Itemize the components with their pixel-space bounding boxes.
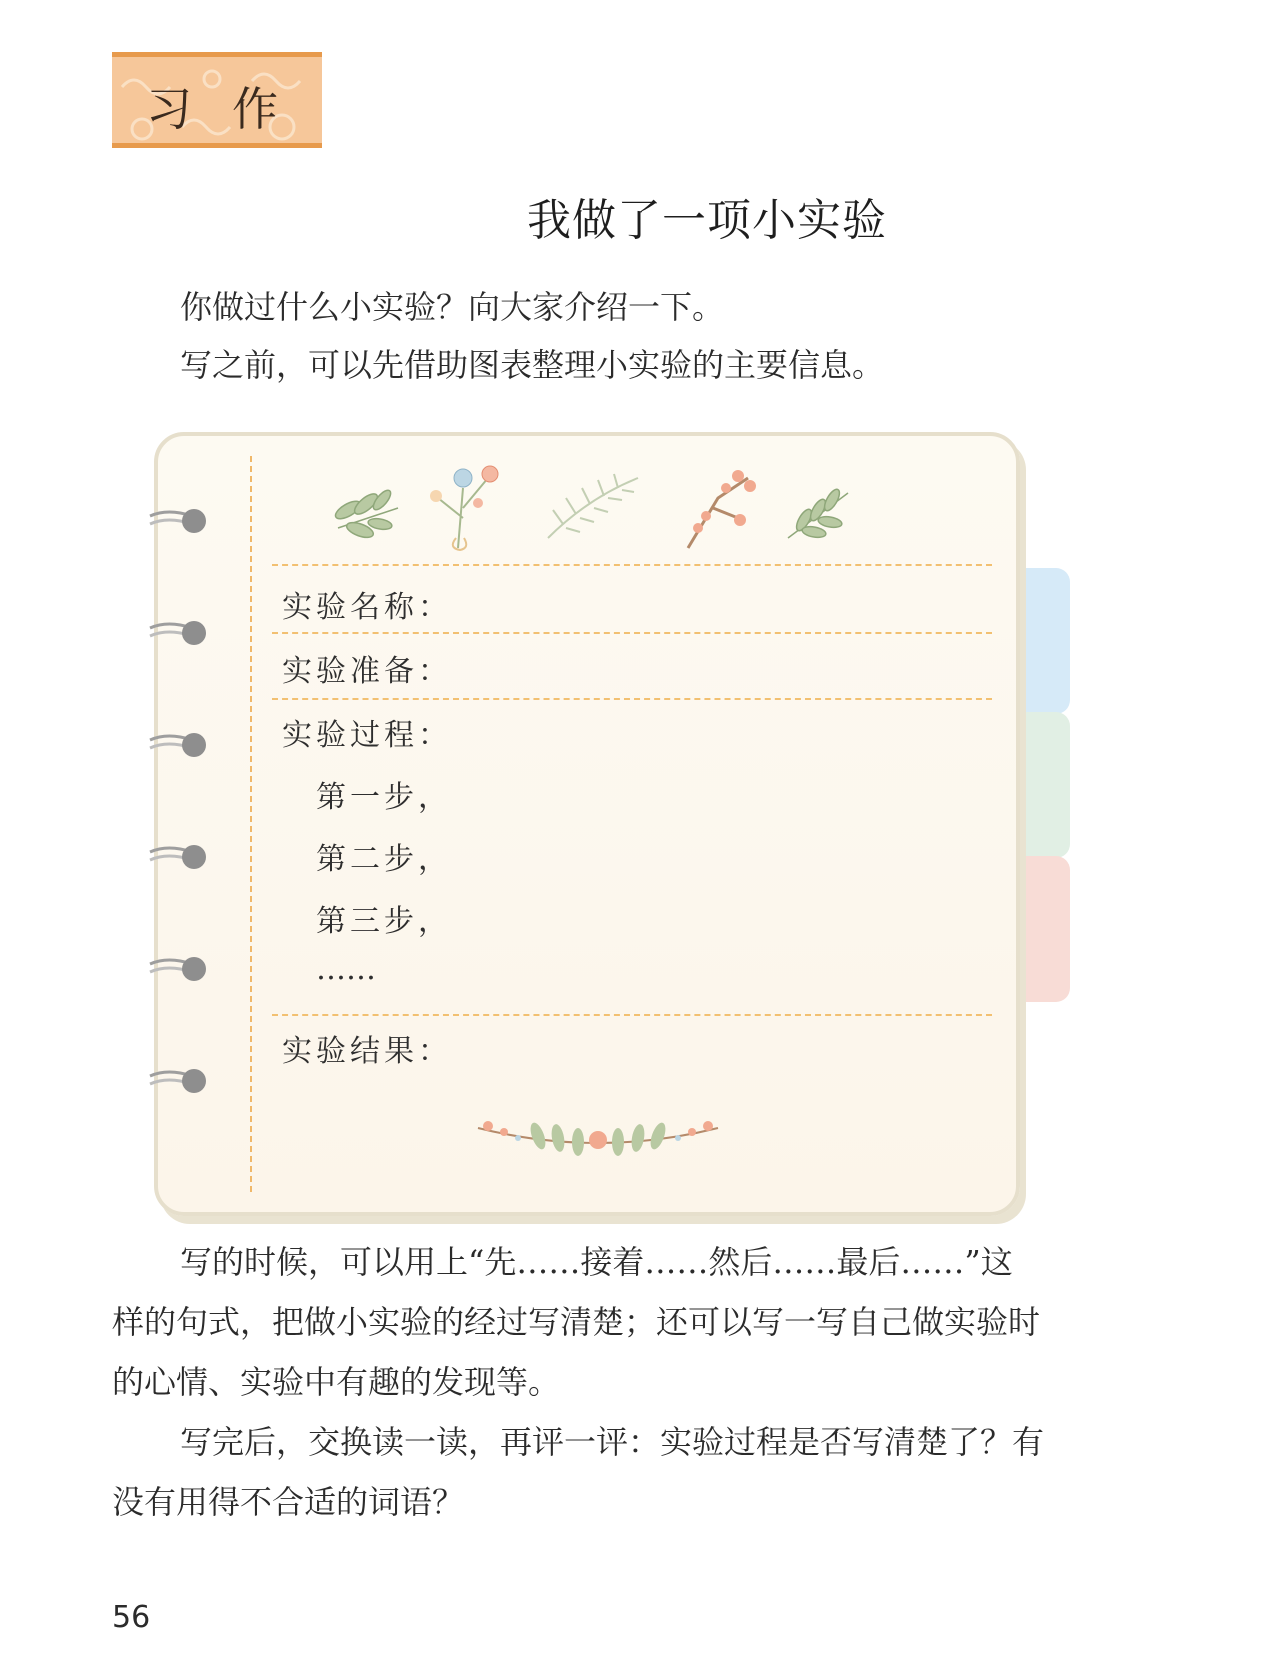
experiment-prep-label: 实验准备：	[282, 654, 452, 689]
binder-ring-icon	[148, 616, 208, 650]
para1-line3: 的心情、实验中有趣的发现等。	[112, 1363, 561, 1401]
section-badge-label: 习作	[146, 82, 318, 136]
binder-ring-icon	[148, 952, 208, 986]
plant-decorations	[318, 448, 858, 558]
notebook-tab-pink	[1012, 856, 1070, 1002]
leaf-sprig-icon	[788, 487, 848, 539]
binder-ring-icon	[148, 1064, 208, 1098]
intro-line-1: 你做过什么小实验？向大家介绍一下。	[180, 288, 725, 326]
intro-line-2: 写之前，可以先借助图表整理小实验的主要信息。	[180, 346, 885, 384]
divider-line	[272, 564, 992, 566]
step-ellipsis: ……	[316, 952, 376, 987]
notebook-tab-green	[1012, 712, 1070, 858]
binder-ring-icon	[148, 504, 208, 538]
step-two: 第二步，	[316, 842, 452, 877]
divider-line	[272, 698, 992, 700]
notebook-tab-blue	[1012, 568, 1070, 714]
experiment-process-label: 实验过程：	[282, 718, 452, 753]
para2-line1: 写完后，交换读一读，再评一评：实验过程是否写清楚了？有	[180, 1423, 1045, 1461]
binder-ring-icon	[148, 728, 208, 762]
page-number: 56	[112, 1600, 151, 1635]
notebook-margin-line	[250, 456, 252, 1192]
experiment-name-label: 实验名称：	[282, 590, 452, 625]
step-one: 第一步，	[316, 780, 452, 815]
divider-line	[272, 1014, 992, 1016]
fern-icon	[548, 474, 638, 538]
para1-line2: 样的句式，把做小实验的经过写清楚；还可以写一写自己做实验时	[112, 1303, 1041, 1341]
berry-branch-icon	[688, 470, 756, 548]
review-paragraph	[112, 1412, 1112, 1532]
flower-bouquet-icon	[430, 466, 498, 550]
section-badge	[112, 52, 322, 148]
page-title: 我做了一项小实验	[527, 195, 887, 246]
divider-line	[272, 632, 992, 634]
leaf-sprig-icon	[333, 488, 398, 541]
garland-icon	[468, 1108, 728, 1168]
step-three: 第三步，	[316, 904, 452, 939]
para1-line1: 写的时候，可以用上“先……接着……然后……最后……”这	[180, 1243, 1013, 1281]
binder-ring-icon	[148, 840, 208, 874]
experiment-notebook	[154, 432, 1020, 1216]
para2-line2: 没有用得不合适的词语？	[112, 1483, 465, 1521]
experiment-result-label: 实验结果：	[282, 1034, 452, 1069]
writing-tips-paragraph	[112, 1232, 1112, 1412]
